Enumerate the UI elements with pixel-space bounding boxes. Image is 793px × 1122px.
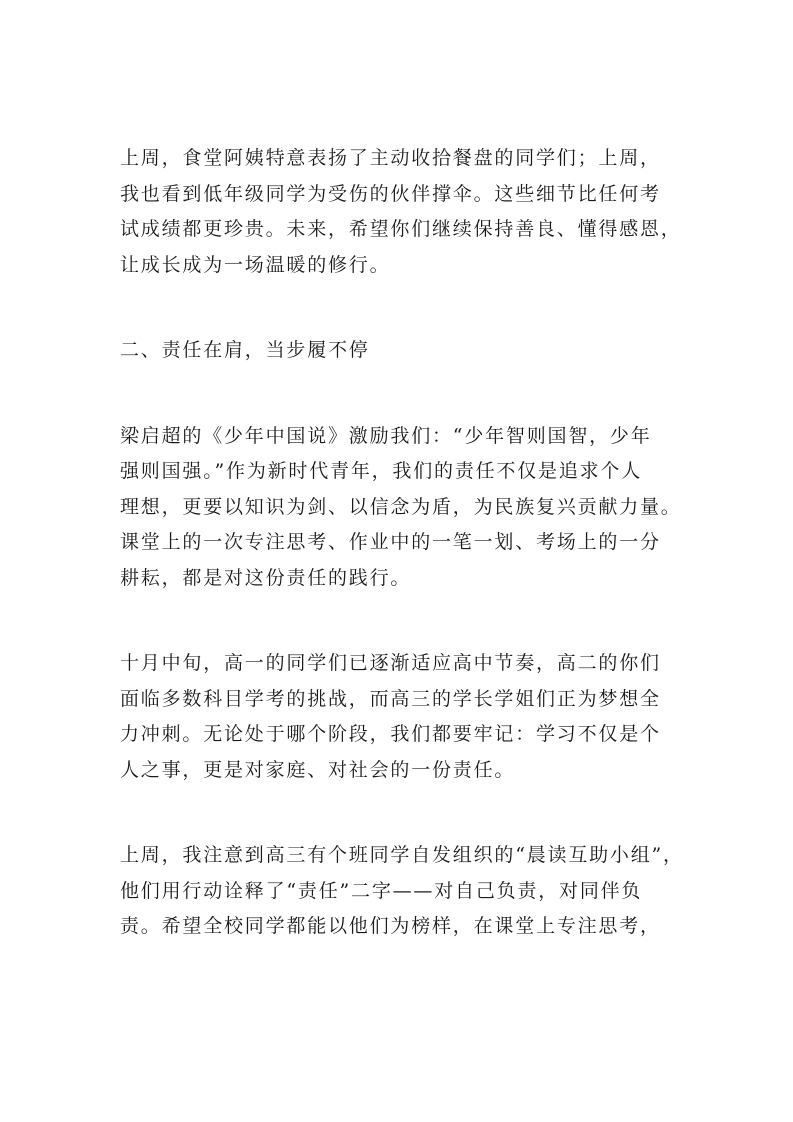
text-line: 面临多数科目学考的挑战，而高三的学长学姐们正为梦想全 <box>120 687 661 710</box>
text-line: 上周，食堂阿姨特意表扬了主动收拾餐盘的同学们；上周， <box>120 147 661 169</box>
text-line: 课堂上的一次专注思考、作业中的一笔一划、考场上的一分 <box>120 531 661 553</box>
text-line: 他们用行动诠释了“责任”二字——对自己负责，对同伴负 <box>120 879 643 902</box>
text-line: 试成绩都更珍贵。未来，希望你们继续保持善良、懂得感恩， <box>120 218 682 240</box>
text-line: 强则国强。”作为新时代青年，我们的责任不仅是追求个人 <box>120 460 643 482</box>
paragraph-responsibility <box>120 419 680 597</box>
paragraph-reading-group <box>120 838 684 945</box>
section-heading: 二、责任在肩，当步履不停 <box>120 339 370 361</box>
text-line: 我也看到低年级同学为受伤的伙伴撑伞。这些细节比任何考 <box>120 182 661 205</box>
text-line: 耕耘，都是对这份责任的践行。 <box>120 566 412 589</box>
text-line: 理想，更要以知识为剑、以信念为盾，为民族复兴贡献力量。 <box>120 495 682 518</box>
text-line: 十月中旬，高一的同学们已逐渐适应高中节奏，高二的你们 <box>120 652 661 674</box>
text-line: 责。希望全校同学都能以他们为榜样，在课堂上专注思考， <box>120 915 661 937</box>
paragraph-grades <box>120 646 680 788</box>
text-line: 力冲刺。无论处于哪个阶段，我们都要牢记：学习不仅是个 <box>120 723 661 745</box>
paragraph-kindness <box>120 141 680 283</box>
text-line: 让成长成为一场温暖的修行。 <box>120 253 391 276</box>
text-line: 上周，我注意到高三有个班同学自发组织的“晨读互助小组”， <box>120 844 684 866</box>
text-line: 人之事，更是对家庭、对社会的一份责任。 <box>120 758 516 781</box>
text-line: 梁启超的《少年中国说》激励我们：“少年智则国智，少年 <box>120 424 652 447</box>
document-body <box>120 141 684 995</box>
